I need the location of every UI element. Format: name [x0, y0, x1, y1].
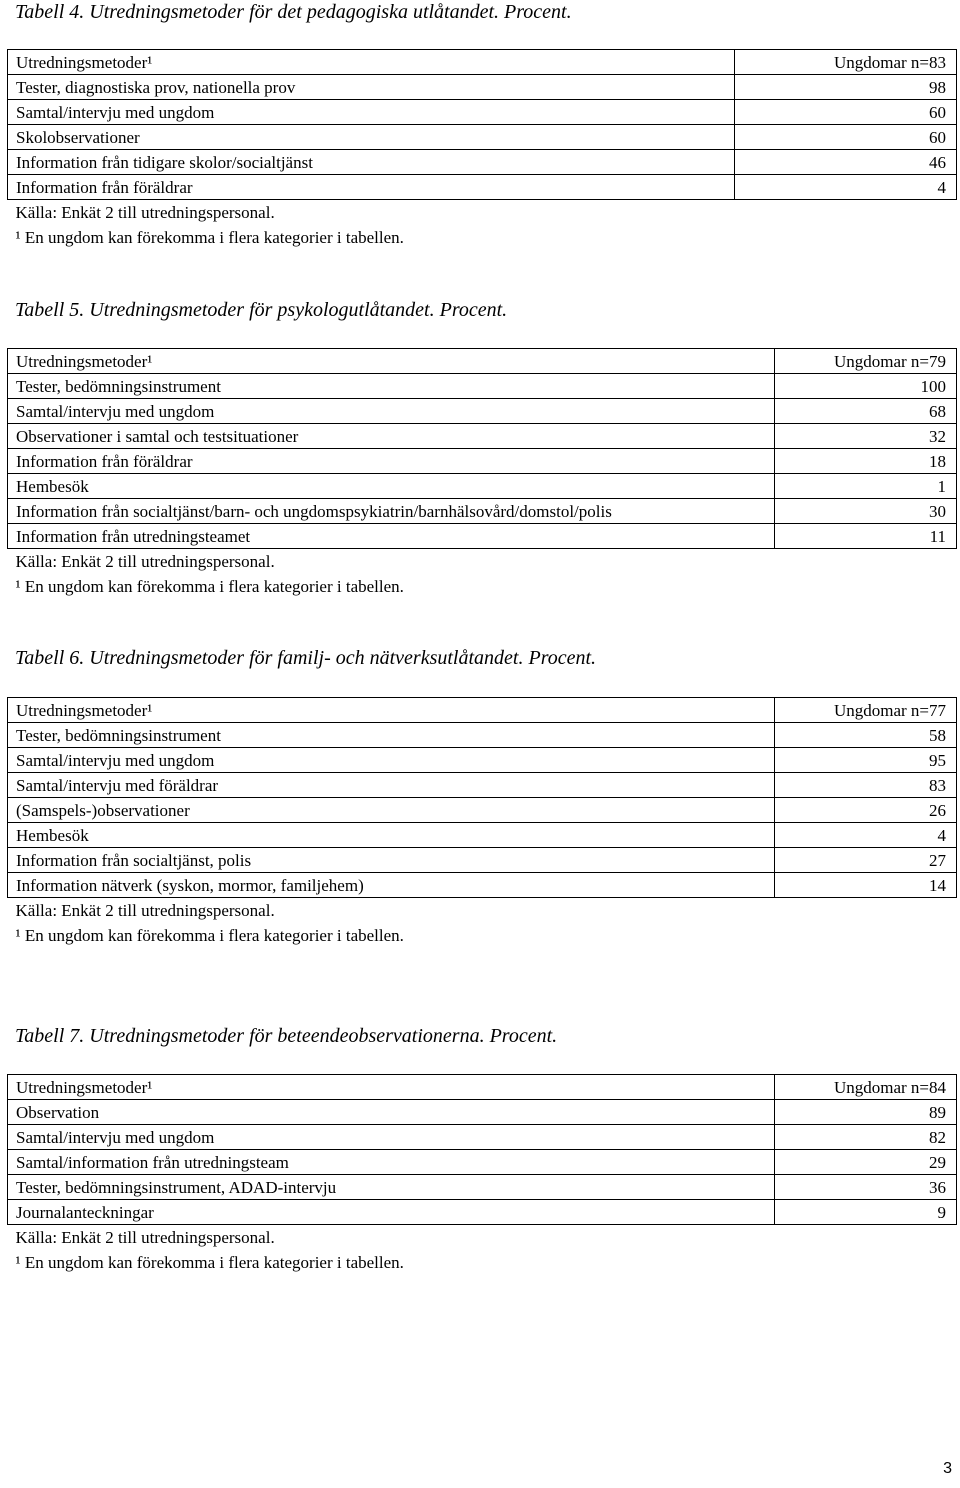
row-label: Journalanteckningar	[8, 1200, 775, 1225]
row-value: 29	[775, 1150, 957, 1175]
row-value: 46	[735, 150, 957, 175]
table-5	[7, 348, 957, 599]
table-7-caption: Tabell 7. Utredningsmetoder för beteendeobservationerna. Procent.	[15, 1025, 558, 1047]
row-label: Information från föräldrar	[8, 449, 775, 474]
source-note-row	[8, 898, 957, 924]
footnote-row	[8, 923, 957, 948]
table-row	[8, 150, 957, 175]
row-value: 27	[775, 848, 957, 873]
footnote: ¹ En ungdom kan förekomma i flera kategorier i tabellen.	[15, 228, 404, 247]
row-label: Samtal/intervju med ungdom	[8, 100, 735, 125]
row-value: 83	[775, 773, 957, 798]
table-row	[8, 424, 957, 449]
row-value: 100	[775, 374, 957, 399]
table-row	[8, 75, 957, 100]
table-6	[7, 697, 957, 948]
table-row	[8, 1150, 957, 1175]
table-4-caption: Tabell 4. Utredningsmetoder för det pedagogiska utlåtandet. Procent.	[15, 1, 572, 23]
row-value: 60	[735, 100, 957, 125]
row-value: 4	[775, 823, 957, 848]
row-label: Observation	[8, 1100, 775, 1125]
row-label: Information från socialtjänst, polis	[8, 848, 775, 873]
table-row	[8, 374, 957, 399]
table-7	[7, 1074, 957, 1275]
row-label: Information från utredningsteamet	[8, 524, 775, 549]
column-header-methods: Utredningsmetoder¹	[8, 50, 735, 75]
footnote-row	[8, 574, 957, 599]
source-note: Källa: Enkät 2 till utredningspersonal.	[15, 203, 275, 222]
table-row	[8, 723, 957, 748]
column-header-count: Ungdomar n=84	[775, 1075, 957, 1100]
row-label: Information från tidigare skolor/socialtjänst	[8, 150, 735, 175]
column-header-methods: Utredningsmetoder¹	[8, 698, 775, 723]
row-value: 95	[775, 748, 957, 773]
page-number: 3	[943, 1460, 952, 1477]
table-row	[8, 1100, 957, 1125]
row-value: 98	[735, 75, 957, 100]
row-value: 68	[775, 399, 957, 424]
row-value: 32	[775, 424, 957, 449]
table-row	[8, 175, 957, 200]
row-value: 26	[775, 798, 957, 823]
column-header-methods: Utredningsmetoder¹	[8, 349, 775, 374]
row-value: 89	[775, 1100, 957, 1125]
column-header-methods: Utredningsmetoder¹	[8, 1075, 775, 1100]
row-value: 60	[735, 125, 957, 150]
row-label: Hembesök	[8, 823, 775, 848]
row-label: Hembesök	[8, 474, 775, 499]
row-value: 9	[775, 1200, 957, 1225]
row-value: 1	[775, 474, 957, 499]
row-value: 18	[775, 449, 957, 474]
row-label: Tester, diagnostiska prov, nationella prov	[8, 75, 735, 100]
row-label: Information från föräldrar	[8, 175, 735, 200]
row-value: 30	[775, 499, 957, 524]
row-label: Tester, bedömningsinstrument	[8, 723, 775, 748]
row-label: Samtal/intervju med ungdom	[8, 399, 775, 424]
table-6-caption: Tabell 6. Utredningsmetoder för familj- och nätverksutlåtandet. Procent.	[15, 647, 597, 669]
row-value: 82	[775, 1125, 957, 1150]
source-note: Källa: Enkät 2 till utredningspersonal.	[15, 552, 275, 571]
column-header-count: Ungdomar n=77	[775, 698, 957, 723]
table-header-row	[8, 1075, 957, 1100]
row-label: Information nätverk (syskon, mormor, familjehem)	[8, 873, 775, 898]
row-value: 14	[775, 873, 957, 898]
row-label: (Samspels-)observationer	[8, 798, 775, 823]
footnote-row	[8, 225, 957, 250]
row-label: Samtal/information från utredningsteam	[8, 1150, 775, 1175]
row-label: Tester, bedömningsinstrument, ADAD-intervju	[8, 1175, 775, 1200]
table-row	[8, 823, 957, 848]
table-row	[8, 1200, 957, 1225]
table-row	[8, 399, 957, 424]
table-header-row	[8, 698, 957, 723]
source-note: Källa: Enkät 2 till utredningspersonal.	[15, 1228, 275, 1247]
table-row	[8, 798, 957, 823]
footnote: ¹ En ungdom kan förekomma i flera kategorier i tabellen.	[15, 1253, 404, 1272]
footnote-row	[8, 1250, 957, 1275]
row-label: Information från socialtjänst/barn- och ungdomspsykiatrin/barnhälsovård/domstol/polis	[8, 499, 775, 524]
table-header-row	[8, 349, 957, 374]
table-row	[8, 449, 957, 474]
table-row	[8, 773, 957, 798]
source-note: Källa: Enkät 2 till utredningspersonal.	[15, 901, 275, 920]
table-row	[8, 1125, 957, 1150]
table-row	[8, 524, 957, 549]
source-note-row	[8, 549, 957, 575]
source-note-row	[8, 200, 957, 226]
row-value: 4	[735, 175, 957, 200]
table-row	[8, 1175, 957, 1200]
table-row	[8, 125, 957, 150]
table-row	[8, 748, 957, 773]
footnote: ¹ En ungdom kan förekomma i flera kategorier i tabellen.	[15, 577, 404, 596]
table-row	[8, 474, 957, 499]
column-header-count: Ungdomar n=79	[775, 349, 957, 374]
table-header-row	[8, 50, 957, 75]
table-5-caption: Tabell 5. Utredningsmetoder för psykologutlåtandet. Procent.	[15, 299, 508, 321]
source-note-row	[8, 1225, 957, 1251]
row-label: Samtal/intervju med ungdom	[8, 1125, 775, 1150]
table-row	[8, 848, 957, 873]
table-row	[8, 499, 957, 524]
footnote: ¹ En ungdom kan förekomma i flera kategorier i tabellen.	[15, 926, 404, 945]
row-label: Tester, bedömningsinstrument	[8, 374, 775, 399]
row-value: 11	[775, 524, 957, 549]
table-row	[8, 873, 957, 898]
row-value: 36	[775, 1175, 957, 1200]
row-value: 58	[775, 723, 957, 748]
column-header-count: Ungdomar n=83	[735, 50, 957, 75]
row-label: Samtal/intervju med föräldrar	[8, 773, 775, 798]
table-row	[8, 100, 957, 125]
row-label: Samtal/intervju med ungdom	[8, 748, 775, 773]
row-label: Skolobservationer	[8, 125, 735, 150]
table-4	[7, 49, 957, 250]
row-label: Observationer i samtal och testsituationer	[8, 424, 775, 449]
